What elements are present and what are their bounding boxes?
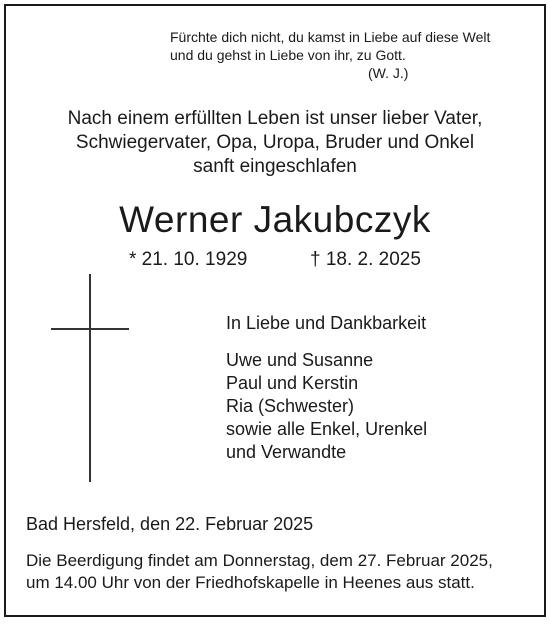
cross-icon-bar [51,328,129,330]
quote-block [170,28,490,82]
cross-icon [89,274,91,482]
mourners-heading: In Liebe und Dankbarkeit [226,313,427,333]
mourner-line: Paul und Kerstin [226,373,359,393]
mourner-line: sowie alle Enkel, Urenkel [226,419,428,439]
intro-line: Nach einem erfüllten Leben ist unser lieber Vater, [67,108,483,129]
quote-line: Fürchte dich nicht, du kamst in Liebe auf diese Welt [170,29,491,45]
intro-line: Schwiegervater, Opa, Uropa, Bruder und Onkel [75,132,475,153]
quote-author: (W. J.) [368,65,409,81]
funeral-line: um 14.00 Uhr von der Friedhofskapelle in Heenes aus statt. [26,573,475,592]
funeral-line: Die Beerdigung findet am Donnerstag, dem 27. Februar 2025, [26,551,493,570]
mourners-block [226,312,427,464]
intro-text [6,107,544,179]
mourner-line: und Verwandte [226,442,347,462]
mourner-line: Ria (Schwester) [226,396,355,416]
mourner-line: Uwe und Susanne [226,350,374,370]
obituary-notice [4,4,546,617]
place-date: Bad Hersfeld, den 22. Februar 2025 [26,514,314,534]
quote-line: und du gehst in Liebe von ihr, zu Gott. [170,47,406,63]
deceased-name: Werner Jakubczyk [119,199,431,240]
funeral-info [26,550,493,594]
birth-date: * 21. 10. 1929 [129,249,248,270]
death-date: † 18. 2. 2025 [310,249,421,270]
life-dates [6,247,544,275]
intro-line: sanft eingeschlafen [193,156,357,177]
